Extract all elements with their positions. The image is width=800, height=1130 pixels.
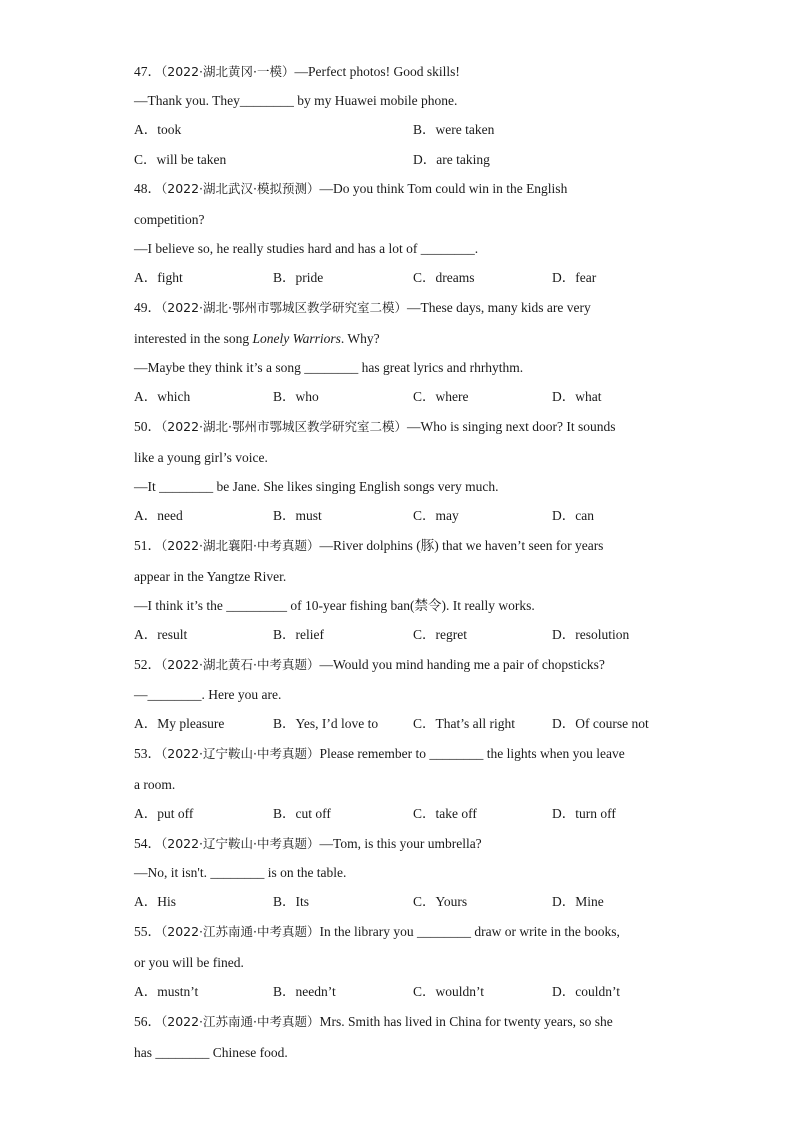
option-c: C．That’s all right <box>413 716 515 731</box>
option-a: A．need <box>134 508 183 523</box>
option-b: B．relief <box>273 627 324 642</box>
question-48-line: competition? <box>134 212 205 227</box>
question-number: 55． <box>134 924 161 939</box>
question-49-line: —Maybe they think it’s a song ________ has great lyrics and rhrhythm. <box>134 360 524 375</box>
option-d: D．fear <box>552 270 597 285</box>
option-a: A．took <box>134 122 182 137</box>
question-51-line: appear in the Yangtze River. <box>134 569 287 584</box>
question-source: （2022·湖北·鄂州市鄂城区教学研究室二模） <box>161 419 408 434</box>
question-text: —Who is singing next door? It sounds <box>407 419 616 434</box>
question-50-stem <box>134 418 616 436</box>
option-b: B．pride <box>273 270 324 285</box>
option-d: D．are taking <box>413 152 490 167</box>
option-b: B．were taken <box>413 122 495 137</box>
option-a: A．mustn’t <box>134 984 199 999</box>
question-51-stem <box>134 537 603 555</box>
question-49-stem <box>134 299 591 317</box>
question-number: 47． <box>134 64 161 79</box>
option-c: C．where <box>413 389 469 404</box>
question-48-stem <box>134 180 567 198</box>
song-title: Lonely Warriors <box>252 331 341 346</box>
option-b: B．must <box>273 508 322 523</box>
question-text: Please remember to ________ the lights when you leave <box>319 746 625 761</box>
question-source: （2022·江苏南通·中考真题） <box>161 1014 320 1029</box>
option-c: C．regret <box>413 627 467 642</box>
question-source: （2022·湖北武汉·模拟预测） <box>161 181 320 196</box>
option-c: C．will be taken <box>134 152 227 167</box>
question-text: —Would you mind handing me a pair of chopsticks? <box>319 657 605 672</box>
option-c: C．wouldn’t <box>413 984 485 999</box>
question-text: —These days, many kids are very <box>407 300 591 315</box>
question-56-line: has ________ Chinese food. <box>134 1045 288 1060</box>
question-text: —Do you think Tom could win in the English <box>319 181 568 196</box>
question-text: Mrs. Smith has lived in China for twenty years, so she <box>319 1014 613 1029</box>
question-55-line: or you will be fined. <box>134 955 244 970</box>
question-source: （2022·江苏南通·中考真题） <box>161 924 320 939</box>
question-56-stem <box>134 1013 613 1031</box>
question-number: 52． <box>134 657 161 672</box>
option-a: A．fight <box>134 270 183 285</box>
option-b: B．cut off <box>273 806 331 821</box>
option-c: C．may <box>413 508 459 523</box>
question-text: In the library you ________ draw or write in the books, <box>319 924 620 939</box>
question-source: （2022·湖北黄石·中考真题） <box>161 657 320 672</box>
option-d: D．Mine <box>552 894 604 909</box>
question-52-line: —________. Here you are. <box>134 687 282 702</box>
option-b: B．needn’t <box>273 984 336 999</box>
option-b: B．who <box>273 389 319 404</box>
option-c: C．dreams <box>413 270 475 285</box>
question-53-stem <box>134 745 625 763</box>
question-number: 49． <box>134 300 161 315</box>
option-a: A．result <box>134 627 188 642</box>
question-number: 51． <box>134 538 161 553</box>
question-source: （2022·湖北黄冈·一模） <box>161 64 295 79</box>
question-source: （2022·辽宁鞍山·中考真题） <box>161 746 320 761</box>
question-47-stem <box>134 63 460 81</box>
question-54-line: —No, it isn't. ________ is on the table. <box>134 865 347 880</box>
option-b: B．Its <box>273 894 310 909</box>
question-text: —Perfect photos! Good skills! <box>294 64 460 79</box>
option-d: D．resolution <box>552 627 630 642</box>
question-51-line: —I think it’s the _________ of 10-year fishing ban(禁令). It really works. <box>134 598 535 613</box>
question-number: 53． <box>134 746 161 761</box>
question-source: （2022·辽宁鞍山·中考真题） <box>161 836 320 851</box>
option-d: D．turn off <box>552 806 616 821</box>
option-d: D．Of course not <box>552 716 649 731</box>
question-50-line: like a young girl’s voice. <box>134 450 268 465</box>
question-50-line: —It ________ be Jane. She likes singing English songs very much. <box>134 479 499 494</box>
question-47-line: —Thank you. They________ by my Huawei mobile phone. <box>134 93 458 108</box>
question-text: —River dolphins (豚) that we haven’t seen for years <box>319 538 604 553</box>
option-c: C．Yours <box>413 894 468 909</box>
option-a: A．His <box>134 894 177 909</box>
question-53-line: a room. <box>134 777 176 792</box>
option-a: A．which <box>134 389 191 404</box>
option-a: A．My pleasure <box>134 716 225 731</box>
option-d: D．what <box>552 389 602 404</box>
question-number: 56． <box>134 1014 161 1029</box>
option-c: C．take off <box>413 806 477 821</box>
question-source: （2022·湖北襄阳·中考真题） <box>161 538 320 553</box>
question-54-stem <box>134 835 482 853</box>
option-d: D．couldn’t <box>552 984 620 999</box>
question-number: 50． <box>134 419 161 434</box>
option-a: A．put off <box>134 806 194 821</box>
question-text: —Tom, is this your umbrella? <box>319 836 482 851</box>
option-d: D．can <box>552 508 594 523</box>
question-number: 54． <box>134 836 161 851</box>
question-52-stem <box>134 656 605 674</box>
question-number: 48． <box>134 181 161 196</box>
question-49-line: interested in the song Lonely Warriors. Why? <box>134 331 380 346</box>
option-b: B．Yes, I’d love to <box>273 716 379 731</box>
question-source: （2022·湖北·鄂州市鄂城区教学研究室二模） <box>161 300 408 315</box>
question-48-line: —I believe so, he really studies hard and has a lot of ________. <box>134 241 479 256</box>
question-55-stem <box>134 923 620 941</box>
